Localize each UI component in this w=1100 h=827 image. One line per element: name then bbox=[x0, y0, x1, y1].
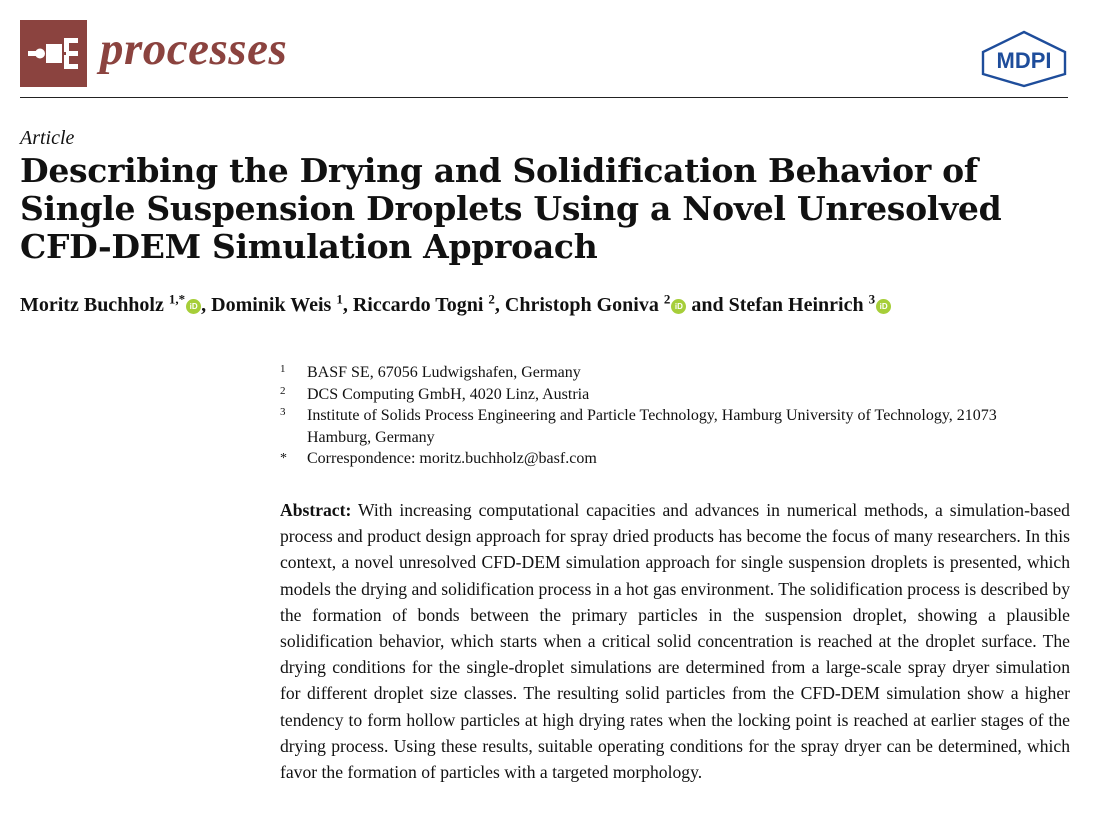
journal-name: processes bbox=[100, 23, 288, 75]
correspondence: * Correspondence: moritz.buchholz@basf.com bbox=[280, 450, 597, 467]
orcid-icon[interactable]: iD bbox=[671, 299, 686, 314]
affiliation-item: 3 Institute of Solids Process Engineering and Particle Technology, Hamburg University of Technology, 21073 Hamburg, Germany bbox=[280, 406, 997, 446]
abstract bbox=[280, 497, 1070, 785]
header-divider bbox=[20, 97, 1068, 98]
author: Moritz Buchholz $^{1,*}$iD , bbox=[20, 291, 212, 316]
author: Riccardo Togni $^2$, bbox=[352, 291, 505, 316]
author: Christoph Goniva $^2$iD and bbox=[504, 291, 729, 316]
orcid-icon[interactable]: iD bbox=[186, 299, 201, 314]
article-title: Describing the Drying and Solidification Behavior of Single Suspension Droplets Using a Novel Unresolved CFD-DEM Simulation Approach bbox=[20, 151, 1002, 266]
publisher-name: MDPI bbox=[996, 48, 1052, 73]
article-type: Article bbox=[20, 127, 75, 149]
journal-header bbox=[20, 20, 1068, 100]
abstract-label: Abstract: bbox=[280, 500, 352, 520]
abstract-text: With increasing computational capacities and advances in numerical methods, a simulation-based process and product design approach for spray dried products has become the focus of many researchers. In this context, a novel unresolved CFD-DEM simulation approach for single suspension droplets is presented, which models the drying and solidification process in a hot gas environment. The solidification process is described by the formation of bonds between the primary particles in the suspension droplet, showing a plausible solidification behavior, which starts when a critical solid concentration is reached at the droplet surface. The drying conditions for the single-droplet simulations are determined from a large-scale spray dryer simulation for different droplet size classes. The resulting solid particles from the CFD-DEM simulation show a higher tendency to form hollow particles at high drying rates when the locking point is reached at earlier stages of the drying process. Using these results, suitable operating conditions for the spray dryer can be determined, which favor the formation of particles with a targeted morphology. bbox=[280, 500, 1070, 783]
orcid-icon[interactable]: iD bbox=[876, 299, 891, 314]
author: Stefan Heinrich $^3$iD bbox=[729, 294, 892, 316]
affiliations bbox=[280, 362, 1027, 470]
mdpi-logo-icon bbox=[980, 30, 1068, 88]
affiliation-item: 1 BASF SE, 67056 Ludwigshafen, Germany bbox=[280, 363, 581, 381]
affiliation-item: 2 DCS Computing GmbH, 4020 Linz, Austria bbox=[280, 384, 590, 403]
author: Dominik Weis $^1$, bbox=[211, 291, 353, 316]
journal-logo-icon bbox=[20, 20, 87, 87]
author-list bbox=[20, 291, 891, 317]
